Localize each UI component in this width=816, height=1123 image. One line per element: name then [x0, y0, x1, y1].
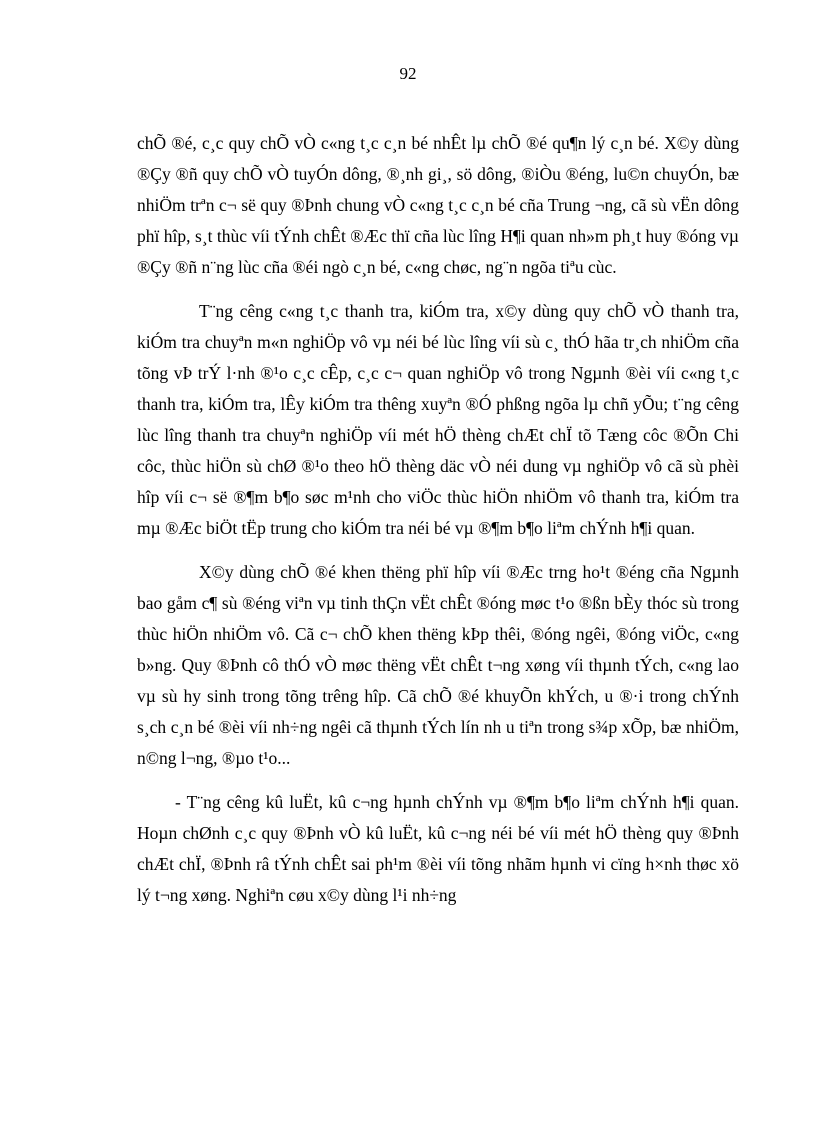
paragraph-2: T¨ng cêng c«ng t¸c thanh tra, kiÓm tra, x©y dùng quy chÕ vÒ thanh tra, kiÓm tra chuyªn m«n nghiÖp vô vµ néi bé lùc lîng víi sù c¸ thÓ hãa tr¸ch nhiÖm cña tõng vÞ trÝ l·nh ®¹o c¸c cÊp, c¸c c¬ quan nghiÖp vô trong Ngµnh ®èi víi c«ng t¸c thanh tra, kiÓm tra, lÊy kiÓm tra thêng xuyªn ®Ó phßng ngõa lµ chñ yÕu; t¨ng cêng lùc lîng thanh tra chuyªn nghiÖp víi mét hÖ thèng chÆt chÏ tõ Tæng côc ®Õn Chi côc, thùc hiÖn sù chØ ®¹o theo hÖ thèng däc vÒ néi dung vµ nghiÖp vô cã sù phèi hîp víi c¬ së ®¶m b¶o søc m¹nh cho viÖc thùc hiÖn nhiÖm vô thanh tra, kiÓm tra mµ ®Æc biÖt tËp trung cho kiÓm tra néi bé vµ ®¶m b¶o liªm chÝnh h¶i quan.	[137, 301, 739, 538]
paragraph-1: chÕ ®é, c¸c quy chÕ vÒ c«ng t¸c c¸n bé nhÊt lµ chÕ ®é qu¶n lý c¸n bé. X©y dùng ®Çy ®ñ quy chÕ vÒ tuyÓn dông, ®¸nh gi¸, sö dông, ®iÒu ®éng, lu©n chuyÓn, bæ nhiÖm trªn c¬ së quy ®Þnh chung vÒ c«ng t¸c c¸n bé cña Trung ¬ng, cã sù vËn dông phï hîp, s¸t thùc víi tÝnh chÊt ®Æc thï cña lùc lîng H¶i quan nh»m ph¸t huy ®óng vµ ®Çy ®ñ n¨ng lùc cña ®éi ngò c¸n bé, c«ng chøc, ng¨n ngõa tiªu cùc.	[137, 133, 739, 277]
paragraph-3: X©y dùng chÕ ®é khen thëng phï hîp víi ®Æc trng ho¹t ®éng cña Ngµnh bao gåm c¶ sù ®éng viªn vµ tinh thÇn vËt chÊt ®óng møc t¹o ®ßn bÈy thóc sù trong thùc hiÖn nhiÖm vô. Cã c¬ chÕ khen thëng kÞp thêi, ®óng ngêi, ®óng viÖc, c«ng b»ng. Quy ®Þnh cô thÓ vÒ møc thëng vËt chÊt t¬ng xøng víi thµnh tÝch, c«ng lao vµ sù hy sinh trong tõng trêng hîp. Cã chÕ ®é khuyÕn khÝch, u ®·i trong chÝnh s¸ch c¸n bé ®èi víi nh÷ng ngêi cã thµnh tÝch lín nh u tiªn trong s¾p xÕp, bæ nhiÖm, n©ng l¬ng, ®µo t¹o...	[137, 562, 739, 768]
paragraph-4: - T¨ng cêng kû luËt, kû c¬ng hµnh chÝnh vµ ®¶m b¶o liªm chÝnh h¶i quan. Hoµn chØnh c¸c quy ®Þnh vÒ kû luËt, kû c¬ng néi bé víi mét hÖ thèng quy ®Þnh chÆt chÏ, ®Þnh râ tÝnh chÊt sai ph¹m ®èi víi tõng nhãm hµnh vi cïng h×nh thøc xö lý t¬ng xøng. Nghiªn cøu x©y dùng l¹i nh÷ng	[137, 792, 739, 905]
page-number: 92	[399, 64, 417, 83]
body-text	[137, 128, 739, 924]
